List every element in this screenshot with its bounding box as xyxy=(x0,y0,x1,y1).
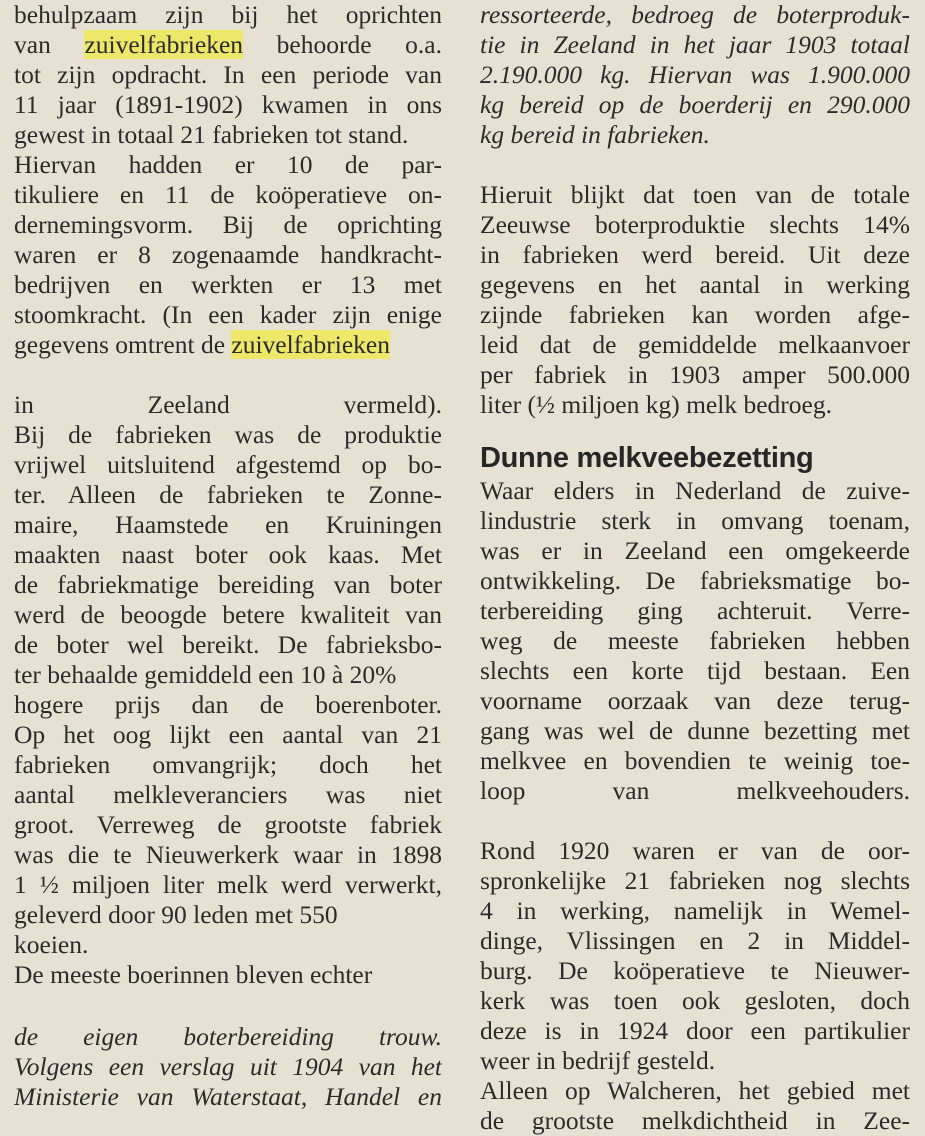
text-line: kerk was toen ook gesloten, doch xyxy=(480,986,910,1015)
text-line: ter behaalde gemiddeld een 10 à 20% xyxy=(14,660,397,689)
italic-text-line: tie in Zeeland in het jaar 1903 totaal xyxy=(480,30,910,59)
paragraph-gap xyxy=(480,420,910,440)
text-line: burg. De koöperatieve te Nieuwer- xyxy=(480,956,910,985)
text-line: melkvee en bovendien te weinig toe- xyxy=(480,746,910,775)
text-line: koeien. xyxy=(14,930,89,959)
paragraph-gap xyxy=(480,150,910,180)
text-line: de fabriekmatige bereiding van boter xyxy=(14,570,442,599)
section-heading: Dunne melkveebezetting xyxy=(480,442,814,474)
text-line: Zeeuwse boterproduktie slechts 14% xyxy=(480,210,910,239)
text-line: ter. Alleen de fabrieken te Zonne- xyxy=(14,480,442,509)
text-line: gegevens en het aantal in werking xyxy=(480,270,910,299)
highlighted-term: zuivelfabrieken xyxy=(231,330,390,359)
text-line: maakten naast boter ook kaas. Met xyxy=(14,540,442,569)
text-line: vrijwel uitsluitend afgestemd op bo- xyxy=(14,450,442,479)
text-line: weg de meeste fabrieken hebben xyxy=(480,626,910,655)
text-line: weer in bedrijf gesteld. xyxy=(480,1046,716,1075)
paragraph-gap xyxy=(14,990,442,1022)
text-line: gewest in totaal 21 fabrieken tot stand. xyxy=(14,120,409,149)
italic-text-line: Ministerie van Waterstaat, Handel en xyxy=(14,1082,442,1111)
italic-text-line: Volgens een verslag uit 1904 van het xyxy=(14,1052,442,1081)
text-line: Waar elders in Nederland de zuive- xyxy=(480,476,910,505)
text-line: de grootste melkdichtheid in Zee- xyxy=(480,1106,910,1135)
italic-text-line: de eigen boterbereiding trouw. xyxy=(14,1022,442,1051)
text-line: voorname oorzaak van deze terug- xyxy=(480,686,910,715)
text-line: geleverd door 90 leden met 550 xyxy=(14,900,338,929)
italic-text-line: ressorteerde, bedroeg de boterproduk- xyxy=(480,0,910,29)
text-line: zijnde fabrieken kan worden afge- xyxy=(480,300,910,329)
text-line: Hieruit blijkt dat toen van de totale xyxy=(480,180,910,209)
text-line: liter (½ miljoen kg) melk bedroeg. xyxy=(480,390,832,419)
text-line: spronkelijke 21 fabrieken nog slechts xyxy=(480,866,910,895)
text-line: bedrijven en werkten er 13 met xyxy=(14,270,442,299)
text-line: lindustrie sterk in omvang toenam, xyxy=(480,506,910,535)
text-line: Rond 1920 waren er van de oor- xyxy=(480,836,910,865)
text-line: fabrieken omvangrijk; doch het xyxy=(14,750,442,779)
text-line: van zuivelfabrieken behoorde o.a. xyxy=(14,30,442,59)
highlighted-term: zuivelfabrieken xyxy=(84,30,244,59)
text-line: gang was wel de dunne bezetting met xyxy=(480,716,910,745)
text-line: Bij de fabrieken was de produktie xyxy=(14,420,442,449)
text-line: werd de beoogde betere kwaliteit van xyxy=(14,600,442,629)
text-line: terbereiding ging achteruit. Verre- xyxy=(480,596,910,625)
text-line: was die te Nieuwerkerk waar in 1898 xyxy=(14,840,442,869)
text-line: ontwikkeling. De fabrieksmatige bo- xyxy=(480,566,910,595)
text-line: dinge, Vlissingen en 2 in Middel- xyxy=(480,926,910,955)
text-line: Op het oog lijkt een aantal van 21 xyxy=(14,720,442,749)
text-line: deze is in 1924 door een partikulier xyxy=(480,1016,910,1045)
text-line xyxy=(14,360,442,390)
text-line: 4 in werking, namelijk in Wemel- xyxy=(480,896,910,925)
text-line: was er in Zeeland een omgekeerde xyxy=(480,536,910,565)
text-line: groot. Verreweg de grootste fabriek xyxy=(14,810,442,839)
text-line: hogere prijs dan de boerenboter. xyxy=(14,690,442,719)
italic-text-line: kg bereid op de boerderij en 290.000 xyxy=(480,90,910,119)
text-line: De meeste boerinnen bleven echter xyxy=(14,960,373,989)
text-line: 11 jaar (1891-1902) kwamen in ons xyxy=(14,90,442,119)
text-line: dernemingsvorm. Bij de oprichting xyxy=(14,210,442,239)
text-line xyxy=(480,806,910,836)
text-line: maire, Haamstede en Kruiningen xyxy=(14,510,442,539)
text-line: waren er 8 zogenaamde handkracht- xyxy=(14,240,442,269)
text-line: de boter wel bereikt. De fabrieksbo- xyxy=(14,630,442,659)
text-line: stoomkracht. (In een kader zijn enige xyxy=(14,300,442,329)
text-line: tikuliere en 11 de koöperatieve on- xyxy=(14,180,442,209)
text-line: Alleen op Walcheren, het gebied met xyxy=(480,1076,910,1105)
text-line: gegevens omtrent de zuivelfabrieken xyxy=(14,330,390,359)
right-column xyxy=(480,0,910,1136)
text-line: behulpzaam zijn bij het oprichten xyxy=(14,0,442,29)
italic-text-line: kg bereid in fabrieken. xyxy=(480,120,710,149)
text-line: leid dat de gemiddelde melkaanvoer xyxy=(480,330,910,359)
text-line: tot zijn opdracht. In een periode van xyxy=(14,60,442,89)
text-line: loop van melkveehouders. xyxy=(480,776,910,805)
text-line: slechts een korte tijd bestaan. Een xyxy=(480,656,910,685)
text-line: 1 ½ miljoen liter melk werd verwerkt, xyxy=(14,870,442,899)
italic-text-line: 2.190.000 kg. Hiervan was 1.900.000 xyxy=(480,60,910,89)
text-line: in fabrieken werd bereid. Uit deze xyxy=(480,240,910,269)
text-line: per fabriek in 1903 amper 500.000 xyxy=(480,360,910,389)
text-line: aantal melkleveranciers was niet xyxy=(14,780,442,809)
left-column xyxy=(14,0,442,1112)
text-line: Hiervan hadden er 10 de par- xyxy=(14,150,442,179)
text-line: in Zeeland vermeld). xyxy=(14,390,442,419)
